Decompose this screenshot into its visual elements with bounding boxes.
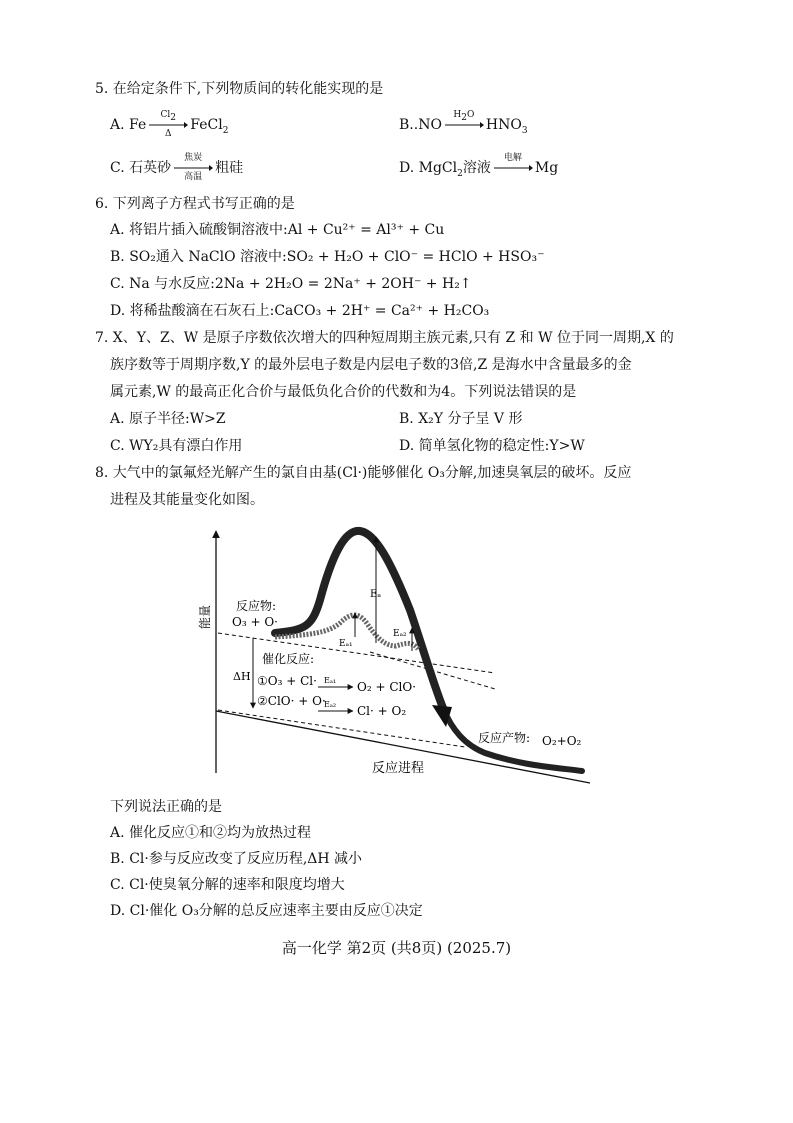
reaction-1-left: ①O₃ + Cl·	[257, 674, 317, 688]
q8-option-c: C. Cl·使臭氧分解的速率和限度均增大	[110, 877, 345, 893]
q6-option-d: D. 将稀盐酸滴在石灰石上:CaCO₃ + 2H⁺ = Ca²⁺ + H₂CO₃	[110, 303, 490, 319]
reaction-2-right: Cl· + O₂	[357, 704, 407, 718]
q8-option-b: B. Cl·参与反应改变了反应历程,ΔH 减小	[110, 851, 363, 867]
x-axis-label: 反应进程	[372, 761, 425, 776]
q7-option-c: C. WY₂具有漂白作用	[110, 438, 243, 454]
q6-option-a: A. 将铝片插入硫酸铜溶液中:Al + Cu²⁺ = Al³⁺ + Cu	[110, 222, 445, 238]
q5-option-b: B..NO $H_2O$ $HNO_3$	[399, 110, 528, 136]
y-axis-label: 能量	[198, 604, 212, 629]
arrow-icon	[148, 121, 188, 129]
q6-option-b: B. SO₂通入 NaClO 溶液中:SO₂ + H₂O + ClO⁻ = HClO + HSO₃⁻	[110, 249, 545, 265]
catalytic-label: 催化反应:	[262, 652, 315, 666]
ea2-label: Eₐ₂	[393, 629, 407, 639]
reaction-2-ea: Eₐ₂	[324, 700, 337, 709]
reactants-label: 反应物:	[236, 599, 277, 613]
ea-label: Eₐ	[370, 589, 382, 600]
q5-option-d: D. MgCl$_2$溶液 电解 Mg	[399, 153, 559, 179]
q7-stem-line2: 族序数等于周期序数,Y 的最外层电子数是内层电子数的3倍,Z 是海水中含量最多的金	[110, 357, 632, 373]
q7-option-d: D. 简单氢化物的稳定性:Y>W	[399, 438, 585, 454]
arrow-icon	[493, 164, 533, 172]
q8-sub-stem: 下列说法正确的是	[110, 799, 222, 815]
q6-stem: 6. 下列离子方程式书写正确的是	[95, 196, 295, 212]
arrow-icon	[173, 164, 213, 172]
reaction-2-left: ②ClO· + O·	[257, 694, 326, 708]
q7-stem-line3: 属元素,W 的最高正化合价与最低负化合价的代数和为4。下列说法错误的是	[110, 384, 577, 400]
reactants-formula: O₃ + O·	[232, 615, 278, 629]
page-footer: 高一化学 第2页 (共8页) (2025.7)	[281, 939, 512, 957]
delta-h-label: ΔH	[233, 670, 251, 683]
q8-stem-line1: 8. 大气中的氯氟烃光解产生的氯自由基(Cl·)能够催化 O₃分解,加速臭氧层的破坏。反应	[95, 465, 632, 481]
products-formula: O₂+O₂	[542, 734, 582, 748]
products-label: 反应产物:	[478, 731, 531, 745]
q7-option-b: B. X₂Y 分子呈 V 形	[399, 411, 523, 427]
q7-option-a: A. 原子半径:W>Z	[110, 411, 226, 427]
ea1-label: Eₐ₁	[339, 639, 353, 649]
q5-stem: 5. 在给定条件下,下列物质间的转化能实现的是	[95, 81, 384, 97]
q8-stem-line2: 进程及其能量变化如图。	[110, 492, 264, 508]
q5-option-c: C. 石英砂 焦炭 高温 粗硅	[110, 153, 244, 182]
product-energy-dashed-line	[218, 710, 465, 747]
q8-option-a: A. 催化反应①和②均为放热过程	[110, 825, 312, 841]
q7-stem-line1: 7. X、Y、Z、W 是原子序数依次增大的四种短周期主族元素,只有 Z 和 W 位于同一周期,X 的	[95, 330, 674, 346]
q5-option-a: A. Fe $Cl_2$ Δ FeCl$_2$	[110, 110, 229, 139]
reaction-1-right: O₂ + ClO·	[357, 680, 417, 694]
q6-option-c: C. Na 与水反应:2Na + 2H₂O = 2Na⁺ + 2OH⁻ + H₂↑	[110, 276, 472, 292]
q8-option-d: D. Cl·催化 O₃分解的总反应速率主要由反应①决定	[110, 903, 423, 919]
energy-diagram	[200, 515, 595, 790]
reactant-energy-dashed-line	[218, 633, 495, 673]
reaction-1-ea: Eₐ₁	[324, 676, 337, 685]
